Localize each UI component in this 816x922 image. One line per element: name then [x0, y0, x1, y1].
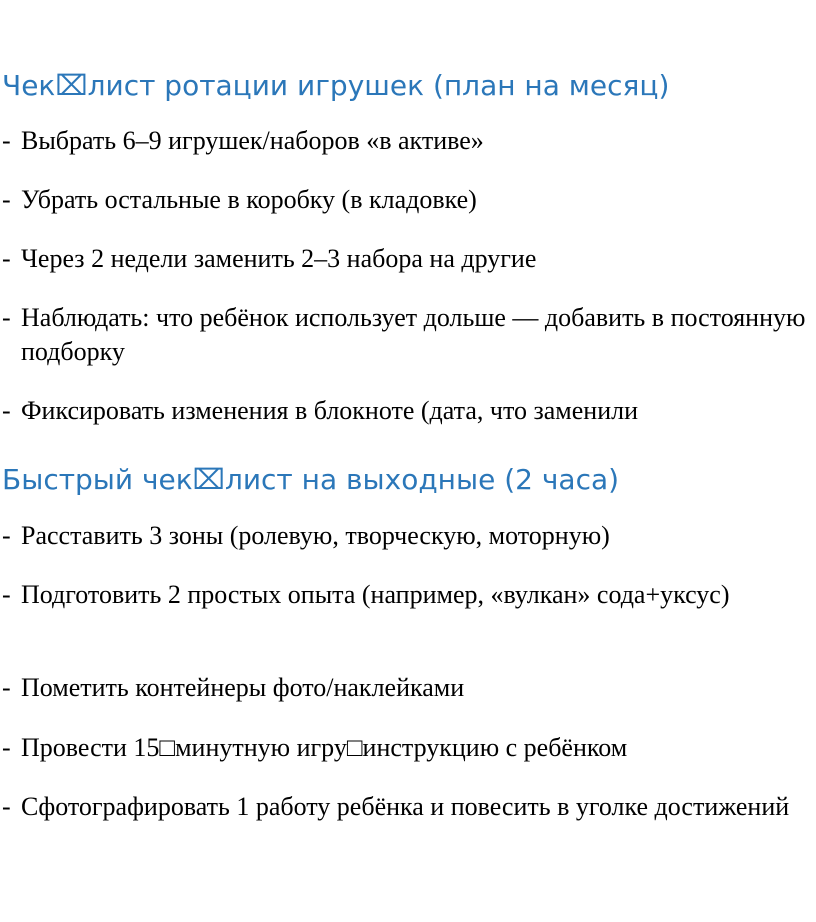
checklist-item-text: Пометить контейнеры фото/наклейками	[21, 673, 465, 702]
checklist-item-text: Подготовить 2 простых опыта (например, «вулкан» сода+уксус)	[21, 580, 730, 609]
list-bullet: -	[2, 673, 11, 702]
checklist-item	[0, 394, 812, 428]
section-heading-rotation-checklist: Чек⌧лист ротации игрушек (план на месяц)	[2, 69, 670, 102]
checklist-item-text: Наблюдать: что ребёнок использует дольше — добавить в постоянную подборку	[21, 303, 806, 366]
list-bullet: -	[2, 396, 11, 425]
checklist-item	[0, 671, 812, 705]
list-bullet: -	[2, 244, 11, 273]
checklist-item-text: Сфотографировать 1 работу ребёнка и повесить в уголке достижений	[21, 792, 790, 821]
list-bullet: -	[2, 126, 11, 155]
list-bullet: -	[2, 580, 11, 609]
checklist-item	[0, 790, 812, 824]
checklist-item	[0, 519, 812, 553]
checklist-item	[0, 731, 812, 765]
list-bullet: -	[2, 521, 11, 550]
checklist-item-text: Провести 15□минутную игру□инструкцию с ребёнком	[21, 733, 628, 762]
checklist-item-text: Фиксировать изменения в блокноте (дата, что заменили	[21, 396, 638, 425]
checklist-item	[0, 124, 812, 158]
list-bullet: -	[2, 303, 11, 332]
checklist-item	[0, 183, 812, 217]
checklist-item	[0, 578, 812, 612]
checklist-item-text: Расставить 3 зоны (ролевую, творческую, моторную)	[21, 521, 610, 550]
checklist-item	[0, 301, 812, 369]
checklist-item-text: Выбрать 6–9 игрушек/наборов «в активе»	[21, 126, 484, 155]
list-bullet: -	[2, 792, 11, 821]
checklist-item-text: Убрать остальные в коробку (в кладовке)	[21, 185, 477, 214]
list-bullet: -	[2, 733, 11, 762]
list-bullet: -	[2, 185, 11, 214]
checklist-item-text: Через 2 недели заменить 2–3 набора на другие	[21, 244, 537, 273]
checklist-item	[0, 242, 812, 276]
section-heading-weekend-checklist: Быстрый чек⌧лист на выходные (2 часа)	[2, 463, 620, 496]
